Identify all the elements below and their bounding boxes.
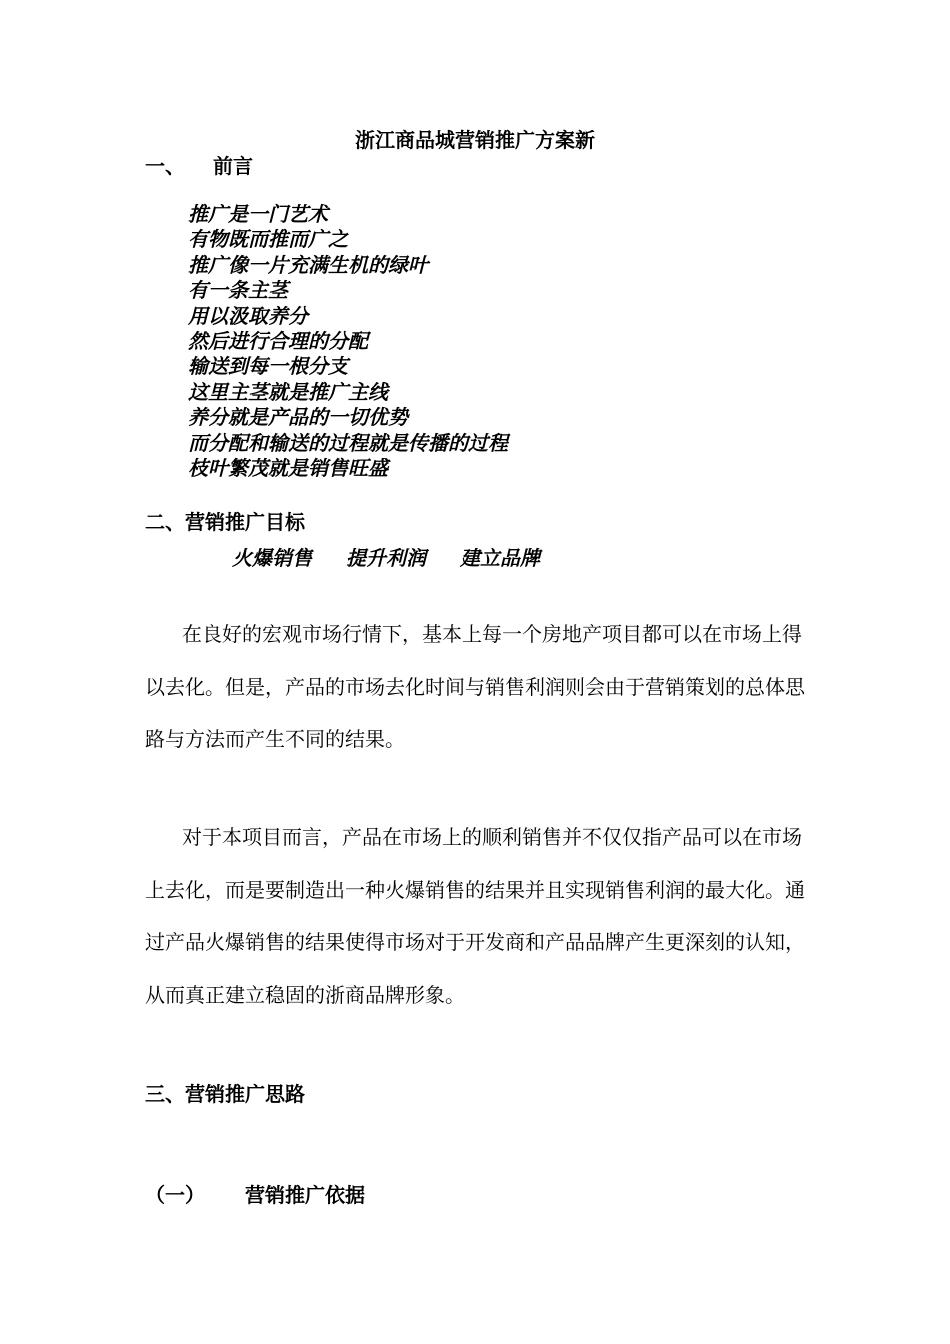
goal-item: 提升利润 <box>346 546 426 570</box>
section-number: 一、 <box>145 154 185 178</box>
poem-line: 养分就是产品的一切优势 <box>188 405 408 430</box>
poem-line: 枝叶繁茂就是销售旺盛 <box>188 455 388 480</box>
goal-slogans <box>232 544 574 572</box>
poem-line: 用以汲取养分 <box>188 303 308 328</box>
subsection-heading-basis <box>145 1181 365 1209</box>
goal-item: 火爆销售 <box>232 546 312 570</box>
preface-poem <box>188 202 508 481</box>
section-label: 前言 <box>213 154 253 178</box>
goal-item: 建立品牌 <box>460 546 540 570</box>
poem-line: 推广像一片充满生机的绿叶 <box>188 252 428 277</box>
subsection-label: 营销推广依据 <box>245 1183 365 1207</box>
poem-line: 有一条主茎 <box>188 278 288 303</box>
poem-line: 这里主茎就是推广主线 <box>188 379 388 404</box>
poem-line: 而分配和输送的过程就是传播的过程 <box>188 430 508 455</box>
subsection-number: （一） <box>145 1183 205 1207</box>
body-paragraph: 在良好的宏观市场行情下，基本上每一个房地产项目都可以在市场上得以去化。但是，产品的市场去化时间与销售利润则会由于营销策划的总体思路与方法而产生不同的结果。 <box>145 622 805 751</box>
poem-line: 推广是一门艺术 <box>188 202 328 226</box>
section-heading-preface <box>145 152 253 180</box>
poem-line: 输送到每一根分支 <box>188 354 348 379</box>
body-paragraph: 对于本项目而言，产品在市场上的顺利销售并不仅仅指产品可以在市场上去化，而是要制造出一种火爆销售的结果并且实现销售利润的最大化。通过产品火爆销售的结果使得市场对于开发商和产品品牌产生更深刻的认知，从而真正建立稳固的浙商品牌形象。 <box>145 825 805 1007</box>
poem-line: 有物既而推而广之 <box>188 227 348 252</box>
document-title: 浙江商品城营销推广方案新 <box>355 128 595 152</box>
section-heading-goals: 二、营销推广目标 <box>145 510 305 534</box>
section-heading-approach: 三、营销推广思路 <box>145 1082 305 1106</box>
poem-line: 然后进行合理的分配 <box>188 328 368 353</box>
